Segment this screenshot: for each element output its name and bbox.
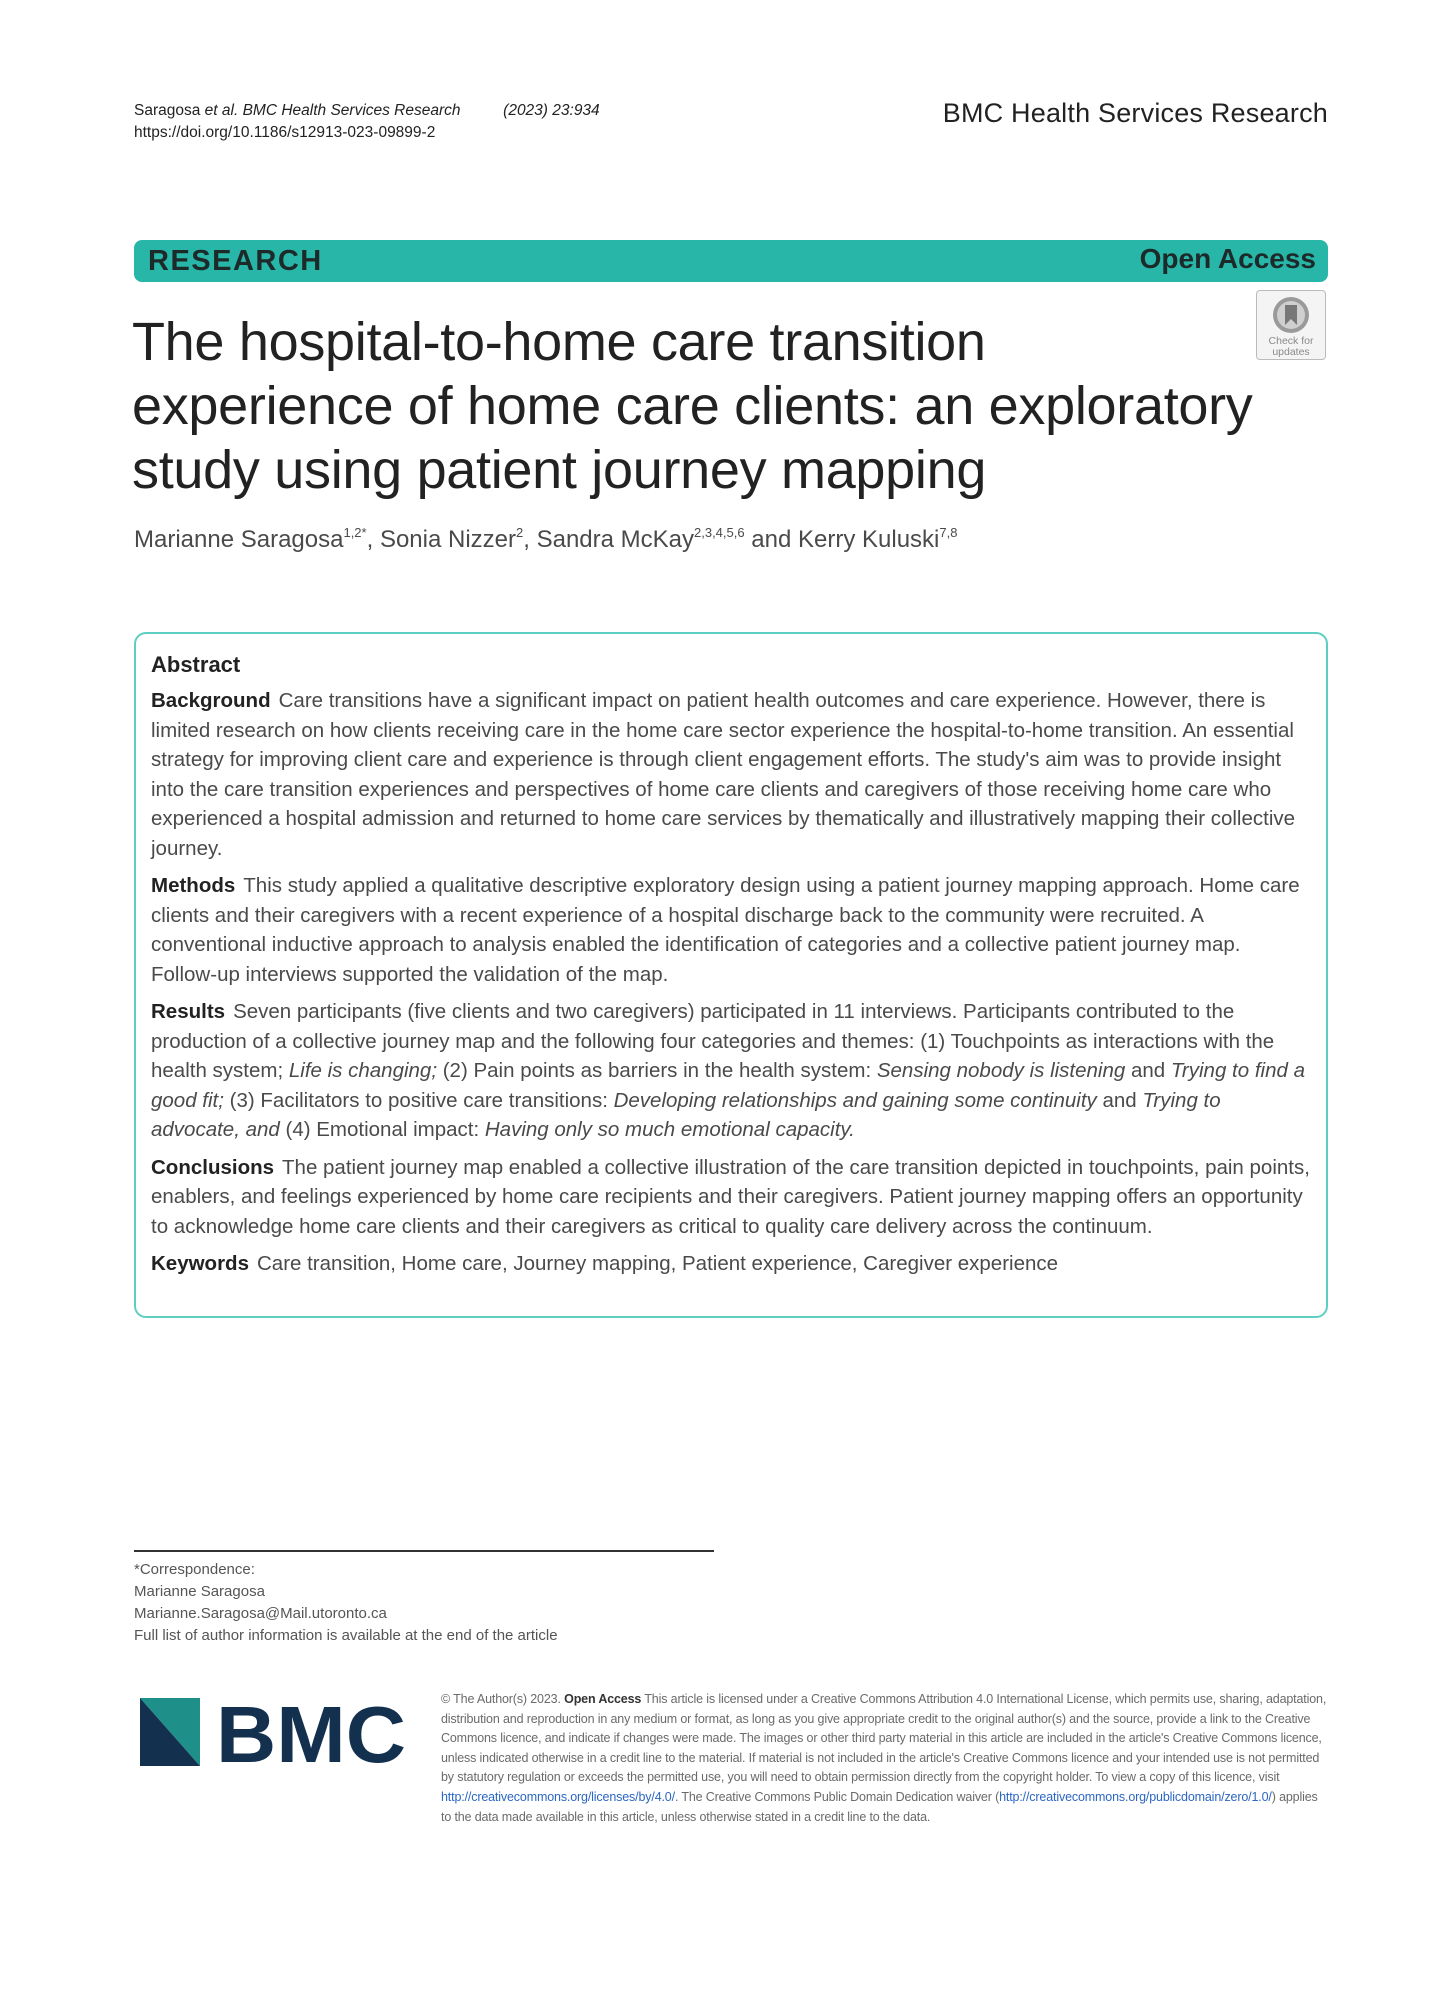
abstract-keywords: [151, 1249, 1310, 1279]
footnote-line: Full list of author information is available at the end of the article: [134, 1627, 558, 1644]
author-affiliation: 1,2*: [343, 525, 367, 540]
title-line: experience of home care clients: an exploratory: [132, 376, 1253, 436]
license-text: ) applies to the data made available in this article, unless otherwise stated in a credit line to the data.: [441, 1789, 1318, 1824]
abstract-results: [151, 997, 1310, 1145]
bmc-logo-text: BMC: [216, 1692, 406, 1772]
check-for-updates-line2: updates: [1272, 346, 1310, 358]
theme-text: Developing relationships and gaining some continuity: [613, 1088, 1097, 1112]
article-type-banner: [134, 240, 1328, 282]
bmc-logo: [138, 1692, 410, 1772]
title-line: The hospital-to-home care transition: [132, 312, 986, 372]
correspondence-footnote: [134, 1559, 558, 1647]
footnote-divider: [134, 1550, 714, 1552]
abstract-box: [134, 632, 1328, 1318]
section-text: and: [1096, 1088, 1143, 1112]
section-text: This study applied a qualitative descriptive exploratory design using a patient journey mapping approach. Home care clients and their caregivers with a recent experience of a hospital discharge back to the community were recruited. A conventional inductive approach to analysis enabled the identification of categories and a collective patient journey map. Follow-up interviews supported the validation of the map.: [151, 874, 1300, 986]
theme-text: Trying to find a good fit;: [151, 1059, 1305, 1112]
author-list: [134, 526, 957, 554]
author-name[interactable]: Marianne Saragosa: [134, 526, 344, 553]
check-for-updates-line1: Check for: [1268, 335, 1314, 347]
theme-text: Sensing nobody is listening: [876, 1059, 1126, 1082]
footnote-line: *Correspondence:: [134, 1561, 255, 1578]
section-text: Seven participants (five clients and two caregivers) participated in 11 interviews. Participants contributed to the production of a collective journey map and the following four categories and themes: (1) Touchpoints as interactions with the health system;: [151, 1000, 1275, 1082]
abstract-background: [151, 686, 1310, 863]
abstract-conclusions: [151, 1153, 1310, 1242]
section-text: (2) Pain points as barriers in the health system:: [437, 1059, 877, 1082]
section-text: and: [1125, 1059, 1171, 1082]
citation-block: [134, 100, 600, 144]
author-affiliation: 2,3,4,5,6: [694, 525, 745, 540]
keywords-text: Care transition, Home care, Journey mapping, Patient experience, Caregiver experience: [256, 1252, 1059, 1275]
section-label: Results: [151, 1000, 226, 1023]
license-open-access: Open Access: [564, 1692, 642, 1706]
abstract-heading: Abstract: [151, 652, 241, 677]
section-label: Keywords: [151, 1252, 249, 1275]
open-access-label: Open Access: [1139, 243, 1316, 274]
citation-author: Saragosa: [134, 102, 201, 119]
waiver-link[interactable]: http://creativecommons.org/publicdomain/zero/1.0/: [999, 1789, 1272, 1804]
license-text: This article is licensed under a Creative Commons Attribution 4.0 International License, which permits use, sharing, adaptation, distribution and reproduction in any medium or format, as long as you give appropriate credit to the original author(s) and the source, provide a link to the Creative Commons licence, and indicate if changes were made. The images or other third party material in this article are included in the article's Creative Commons licence, unless indicated otherwise in a credit line to the material. If material is not included in the article's Creative Commons licence and your intended use is not permitted by statutory regulation or exceeds the permitted use, you will need to obtain permission directly from the copyright holder. To view a copy of this licence, visit: [441, 1692, 1327, 1785]
author-separator: and: [744, 526, 798, 553]
license-copyright: © The Author(s) 2023.: [441, 1692, 565, 1706]
abstract-methods: [151, 871, 1310, 989]
license-link[interactable]: http://creativecommons.org/licenses/by/4.0/: [441, 1789, 675, 1804]
author-affiliation: 7,8: [939, 525, 958, 540]
author-name[interactable]: Sonia Nizzer: [379, 526, 517, 553]
footnote-line: Marianne Saragosa: [134, 1583, 265, 1600]
citation-year: (2023) 23:934: [503, 102, 600, 119]
theme-text: Life is changing;: [288, 1059, 438, 1082]
section-text: (3) Facilitators to positive care transitions:: [223, 1088, 614, 1112]
author-name[interactable]: Kerry Kuluski: [798, 526, 940, 553]
doi-link[interactable]: https://doi.org/10.1186/s12913-023-09899-2: [134, 124, 436, 141]
author-name[interactable]: Sandra McKay: [536, 526, 694, 553]
citation-line: [134, 100, 600, 122]
license-text: . The Creative Commons Public Domain Dedication waiver (: [674, 1789, 1000, 1804]
license-statement: [441, 1690, 1329, 1827]
section-label: Conclusions: [151, 1155, 275, 1179]
author-separator: ,: [366, 526, 380, 553]
title-line: study using patient journey mapping: [132, 440, 987, 500]
section-label: Background: [151, 689, 271, 712]
author-affiliation: 2: [516, 525, 524, 540]
article-type-label: RESEARCH: [148, 245, 323, 277]
citation-journal: et al. BMC Health Services Research: [204, 102, 461, 119]
section-text: The patient journey map enabled a collective illustration of the care transition depicted in touchpoints, pain points, enablers, and feelings experienced by home care recipients and their caregivers. Patient journey mapping offers an opportunity to acknowledge home care clients and their caregivers as critical to quality care delivery across the continuum.: [151, 1155, 1310, 1238]
section-text: Care transitions have a significant impact on patient health outcomes and care experience. However, there is limited research on how clients receiving care in the home care sector experience the hospital-to-home transition. An essential strategy for improving client care and experience is through client engagement efforts. The study's aim was to provide insight into the care transition experiences and perspectives of home care clients and caregivers of those receiving home care who experienced a hospital admission and returned to home care services by thematically and illustratively mapping their collective journey.: [151, 689, 1296, 860]
theme-text: Trying to advocate, and: [151, 1088, 1221, 1141]
theme-text: Having only so much emotional capacity.: [484, 1118, 855, 1141]
journal-name: BMC Health Services Research: [942, 98, 1328, 128]
section-label: Methods: [151, 874, 236, 897]
author-separator: ,: [523, 526, 537, 553]
email-link[interactable]: Marianne.Saragosa@Mail.utoronto.ca: [134, 1605, 387, 1622]
section-text: (4) Emotional impact:: [279, 1118, 485, 1141]
article-title: [132, 310, 1332, 502]
